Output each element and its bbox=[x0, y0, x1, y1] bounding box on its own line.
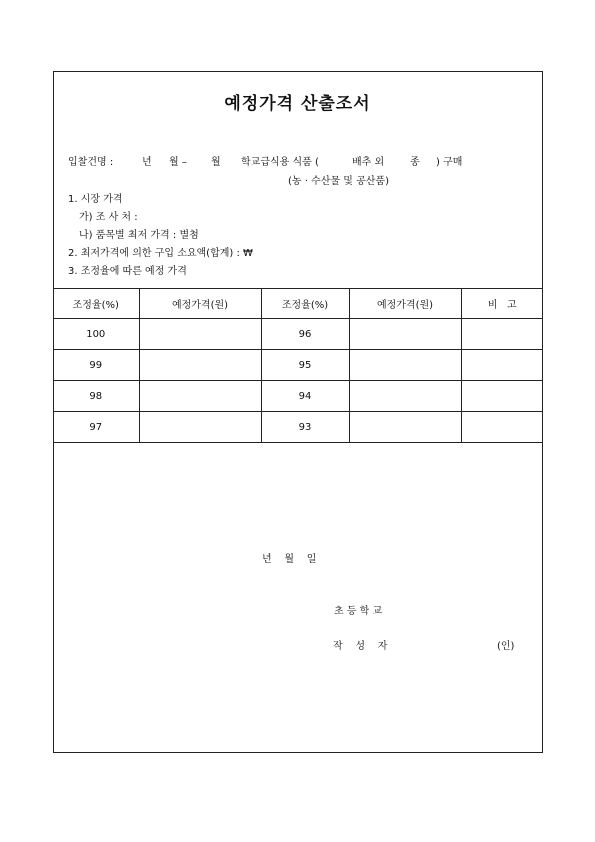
table-row bbox=[53, 381, 543, 412]
header-remarks: 비 고 bbox=[461, 289, 543, 319]
rate-cell: 100 bbox=[53, 319, 139, 350]
section-1a: 가) 조 사 처 : bbox=[79, 212, 138, 223]
bid-line bbox=[0, 153, 595, 167]
bid-month-from: 월 – bbox=[169, 157, 187, 168]
rate-table bbox=[53, 288, 543, 443]
price-cell bbox=[349, 350, 461, 381]
bid-item: 배추 외 bbox=[352, 157, 385, 168]
writer-label: 작 성 자 bbox=[333, 641, 388, 652]
header-rate-1: 조정율(%) bbox=[53, 289, 139, 319]
section-3: 3. 조정율에 따른 예정 가격 bbox=[68, 266, 187, 277]
bid-purchase: ) 구매 bbox=[436, 157, 463, 168]
bid-sub-note: (농 · 수산물 및 공산품) bbox=[288, 176, 389, 187]
price-cell bbox=[349, 319, 461, 350]
price-cell bbox=[139, 319, 261, 350]
rate-cell: 98 bbox=[53, 381, 139, 412]
bid-label: 입찰건명 : bbox=[68, 157, 114, 168]
price-cell bbox=[349, 381, 461, 412]
section-1b: 나) 품목별 최저 가격 : 별첨 bbox=[79, 230, 199, 241]
remarks-cell bbox=[461, 381, 543, 412]
header-price-2: 예정가격(원) bbox=[349, 289, 461, 319]
table-header-row bbox=[53, 289, 543, 319]
table-row bbox=[53, 350, 543, 381]
price-cell bbox=[139, 412, 261, 443]
rate-cell: 94 bbox=[261, 381, 349, 412]
section-1: 1. 시장 가격 bbox=[68, 194, 123, 205]
price-cell bbox=[139, 350, 261, 381]
table-row bbox=[53, 319, 543, 350]
school-name: 초 등 학 교 bbox=[334, 606, 383, 617]
bid-year: 년 bbox=[142, 157, 152, 168]
rate-cell: 99 bbox=[53, 350, 139, 381]
bid-subject: 학교급식용 식품 ( bbox=[241, 157, 319, 168]
seal-mark: (인) bbox=[497, 641, 515, 652]
document-title: 예정가격 산출조서 bbox=[224, 94, 371, 114]
rate-cell: 96 bbox=[261, 319, 349, 350]
remarks-cell bbox=[461, 319, 543, 350]
rate-cell: 97 bbox=[53, 412, 139, 443]
rate-cell: 93 bbox=[261, 412, 349, 443]
price-cell bbox=[349, 412, 461, 443]
rate-cell: 95 bbox=[261, 350, 349, 381]
date-line: 년 월 일 bbox=[262, 554, 317, 565]
section-2: 2. 최저가격에 의한 구입 소요액(합계) : ₩ bbox=[68, 248, 253, 259]
bid-kinds: 종 bbox=[410, 157, 420, 168]
price-cell bbox=[139, 381, 261, 412]
remarks-cell bbox=[461, 350, 543, 381]
table-row bbox=[53, 412, 543, 443]
header-rate-2: 조정율(%) bbox=[261, 289, 349, 319]
remarks-cell bbox=[461, 412, 543, 443]
header-price-1: 예정가격(원) bbox=[139, 289, 261, 319]
bid-month-to: 월 bbox=[211, 157, 221, 168]
